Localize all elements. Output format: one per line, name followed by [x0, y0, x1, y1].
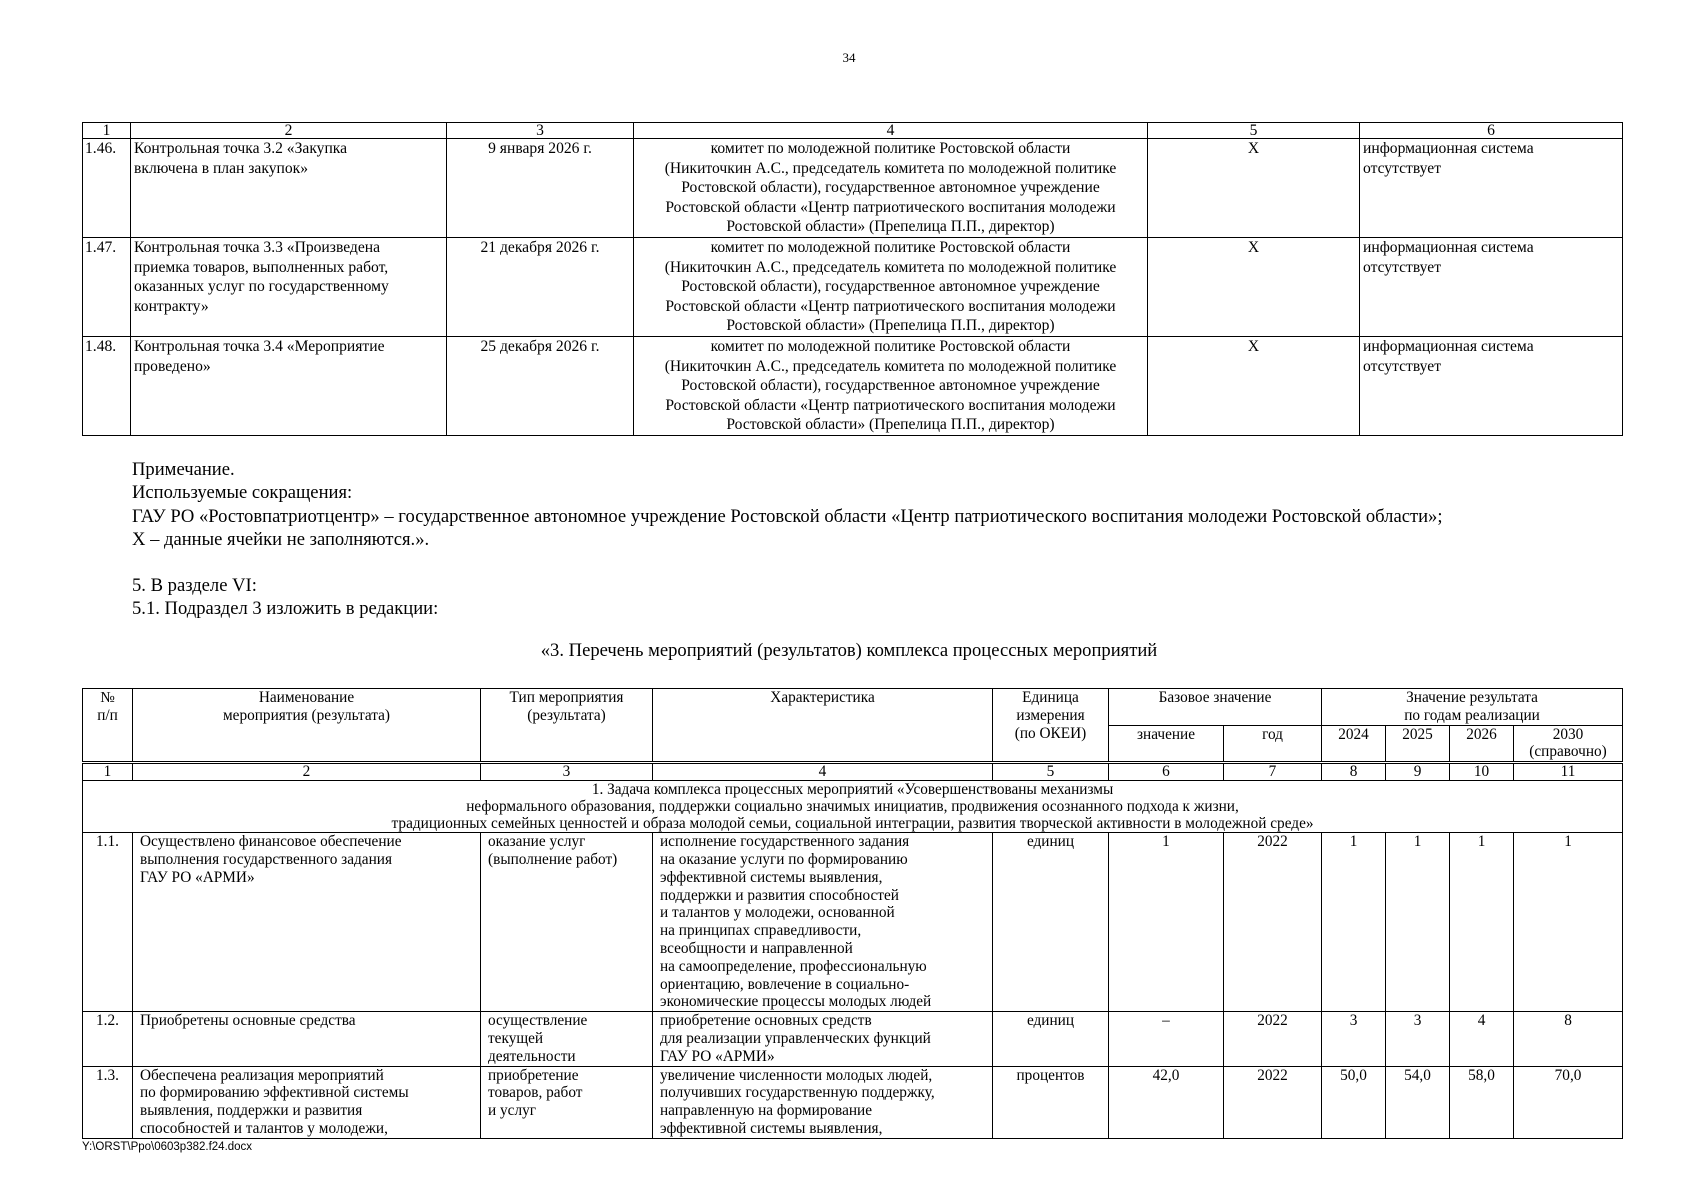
- note-line: ГАУ РО «Ростовпатриотцентр» – государственное автономное учреждение Ростовской области «Центр патриотического воспитания молодежи Ростовской области»;: [132, 505, 1443, 527]
- index-row: [83, 763, 1623, 781]
- value-2026: 1: [1450, 833, 1514, 1012]
- file-path-footer: Y:\ORST\Ppo\0603p382.f24.docx: [82, 1141, 253, 1153]
- deadline: 21 декабря 2026 г.: [447, 237, 634, 336]
- table-row: [83, 833, 1623, 1012]
- col-header-2024: 2024: [1322, 725, 1386, 763]
- measure-name: Осуществлено финансовое обеспечение выполнения государственного задания ГАУ РО «АРМИ»: [133, 833, 481, 1012]
- base-year: 2022: [1224, 1012, 1322, 1066]
- base-year: 2022: [1224, 1066, 1322, 1138]
- measures-table: [82, 688, 1623, 1139]
- table-row: [83, 237, 1623, 336]
- row-number: 1.48.: [83, 336, 131, 435]
- row-number: 1.47.: [83, 237, 131, 336]
- col-header-type: Тип мероприятия (результата): [481, 689, 653, 763]
- col-header-base: Базовое значение: [1109, 689, 1322, 726]
- value-2030: 1: [1514, 833, 1623, 1012]
- section-title: «3. Перечень мероприятий (результатов) комплекса процессных мероприятий: [540, 640, 1158, 661]
- base-value: 42,0: [1109, 1066, 1224, 1138]
- measure-type: оказание услуг (выполнение работ): [481, 833, 653, 1012]
- base-value: 1: [1109, 833, 1224, 1012]
- header-cell: 6: [1360, 123, 1623, 139]
- header-cell: 5: [1148, 123, 1360, 139]
- col-header-unit: Единица измерения (по ОКЕИ): [993, 689, 1109, 763]
- value-2030: 70,0: [1514, 1066, 1623, 1138]
- value-2024: 50,0: [1322, 1066, 1386, 1138]
- table-row: [83, 1066, 1623, 1138]
- document-type: X: [1148, 336, 1360, 435]
- unit: процентов: [993, 1066, 1109, 1138]
- control-points-table: [82, 122, 1623, 436]
- deadline: 25 декабря 2026 г.: [447, 336, 634, 435]
- measure-name: Обеспечена реализация мероприятий по формированию эффективной системы выявления, поддержки и развития способностей и талантов у молодежи,: [133, 1066, 481, 1138]
- value-2024: 1: [1322, 833, 1386, 1012]
- row-number: 1.46.: [83, 139, 131, 238]
- value-2026: 4: [1450, 1012, 1514, 1066]
- index-cell: 1: [83, 763, 133, 781]
- index-cell: 9: [1386, 763, 1450, 781]
- index-cell: 5: [993, 763, 1109, 781]
- section-instruction: 5.1. Подраздел 3 изложить в редакции:: [132, 598, 439, 620]
- measure-type: приобретение товаров, работ и услуг: [481, 1066, 653, 1138]
- notes-block: [132, 458, 1443, 621]
- info-system: информационная система отсутствует: [1360, 139, 1623, 238]
- value-2025: 54,0: [1386, 1066, 1450, 1138]
- measure-characteristic: приобретение основных средств для реализации управленческих функций ГАУ РО «АРМИ»: [653, 1012, 993, 1066]
- note-line: Примечание.: [132, 459, 235, 480]
- header-row: [83, 689, 1623, 726]
- value-2025: 1: [1386, 833, 1450, 1012]
- col-header-2025: 2025: [1386, 725, 1450, 763]
- task-row: [83, 781, 1623, 833]
- base-value: –: [1109, 1012, 1224, 1066]
- table-row: [83, 336, 1623, 435]
- base-year: 2022: [1224, 833, 1322, 1012]
- table-row: [83, 139, 1623, 238]
- control-point-name: Контрольная точка 3.2 «Закупка включена в план закупок»: [131, 139, 447, 238]
- col-header-result: Значение результата по годам реализации: [1322, 689, 1623, 726]
- header-cell: 2: [131, 123, 447, 139]
- measure-type: осуществление текущей деятельности: [481, 1012, 653, 1066]
- note-line: Используемые сокращения:: [132, 482, 353, 504]
- measure-characteristic: увеличение численности молодых людей, получивших государственную поддержку, направленную на формирование эффективной системы выявления,: [653, 1066, 993, 1138]
- unit: единиц: [993, 1012, 1109, 1066]
- header-cell: 1: [83, 123, 131, 139]
- document-type: X: [1148, 237, 1360, 336]
- responsible: комитет по молодежной политике Ростовской области (Никиточкин А.С., председатель комитета по молодежной политике Ростовской области), государственное автономное учреждение Ростовской области «Центр патриотического воспитания молодежи Ростовской области» (Препелица П.П., директор): [634, 336, 1148, 435]
- index-cell: 4: [653, 763, 993, 781]
- col-header-characteristic: Характеристика: [653, 689, 993, 763]
- col-header-name: Наименование мероприятия (результата): [133, 689, 481, 763]
- responsible: комитет по молодежной политике Ростовской области (Никиточкин А.С., председатель комитета по молодежной политике Ростовской области), государственное автономное учреждение Ростовской области «Центр патриотического воспитания молодежи Ростовской области» (Препелица П.П., директор): [634, 237, 1148, 336]
- index-cell: 2: [133, 763, 481, 781]
- header-cell: 3: [447, 123, 634, 139]
- header-row: [83, 123, 1623, 139]
- index-cell: 11: [1514, 763, 1623, 781]
- document-type: X: [1148, 139, 1360, 238]
- value-2030: 8: [1514, 1012, 1623, 1066]
- control-point-name: Контрольная точка 3.4 «Мероприятие проведено»: [131, 336, 447, 435]
- measure-characteristic: исполнение государственного задания на оказание услуги по формированию эффективной системы выявления, поддержки и развития способностей и талантов у молодежи, основанной на принципах справедливости, всеобщности и направленной на самоопределение, профессиональную ориентацию, вовлечение в социально- экономические процессы молодых людей: [653, 833, 993, 1012]
- col-header-2026: 2026: [1450, 725, 1514, 763]
- note-line: Х – данные ячейки не заполняются.».: [132, 528, 430, 550]
- index-cell: 10: [1450, 763, 1514, 781]
- row-number: 1.2.: [83, 1012, 133, 1066]
- value-2025: 3: [1386, 1012, 1450, 1066]
- index-cell: 6: [1109, 763, 1224, 781]
- row-number: 1.1.: [83, 833, 133, 1012]
- col-header-base-year: год: [1224, 725, 1322, 763]
- task-heading: 1. Задача комплекса процессных мероприятий «Усовершенствованы механизмы неформального образования, поддержки социально значимых инициатив, продвижения осознанного подхода к жизни, традиционных семейных ценностей и образа молодой семьи, социальной интеграции, развития творческой активности в молодежной среде»: [83, 781, 1623, 833]
- index-cell: 3: [481, 763, 653, 781]
- responsible: комитет по молодежной политике Ростовской области (Никиточкин А.С., председатель комитета по молодежной политике Ростовской области), государственное автономное учреждение Ростовской области «Центр патриотического воспитания молодежи Ростовской области» (Препелица П.П., директор): [634, 139, 1148, 238]
- value-2026: 58,0: [1450, 1066, 1514, 1138]
- index-cell: 8: [1322, 763, 1386, 781]
- section-instruction: 5. В разделе VI:: [132, 575, 257, 597]
- page-number: 34: [842, 50, 856, 65]
- col-header-base-value: значение: [1109, 725, 1224, 763]
- index-cell: 7: [1224, 763, 1322, 781]
- table-row: [83, 1012, 1623, 1066]
- info-system: информационная система отсутствует: [1360, 336, 1623, 435]
- col-header-2030: 2030 (справочно): [1514, 725, 1623, 763]
- info-system: информационная система отсутствует: [1360, 237, 1623, 336]
- deadline: 9 января 2026 г.: [447, 139, 634, 238]
- unit: единиц: [993, 833, 1109, 1012]
- row-number: 1.3.: [83, 1066, 133, 1138]
- col-header-num: № п/п: [83, 689, 133, 763]
- measure-name: Приобретены основные средства: [133, 1012, 481, 1066]
- control-point-name: Контрольная точка 3.3 «Произведена приемка товаров, выполненных работ, оказанных услуг по государственному контракту»: [131, 237, 447, 336]
- value-2024: 3: [1322, 1012, 1386, 1066]
- header-cell: 4: [634, 123, 1148, 139]
